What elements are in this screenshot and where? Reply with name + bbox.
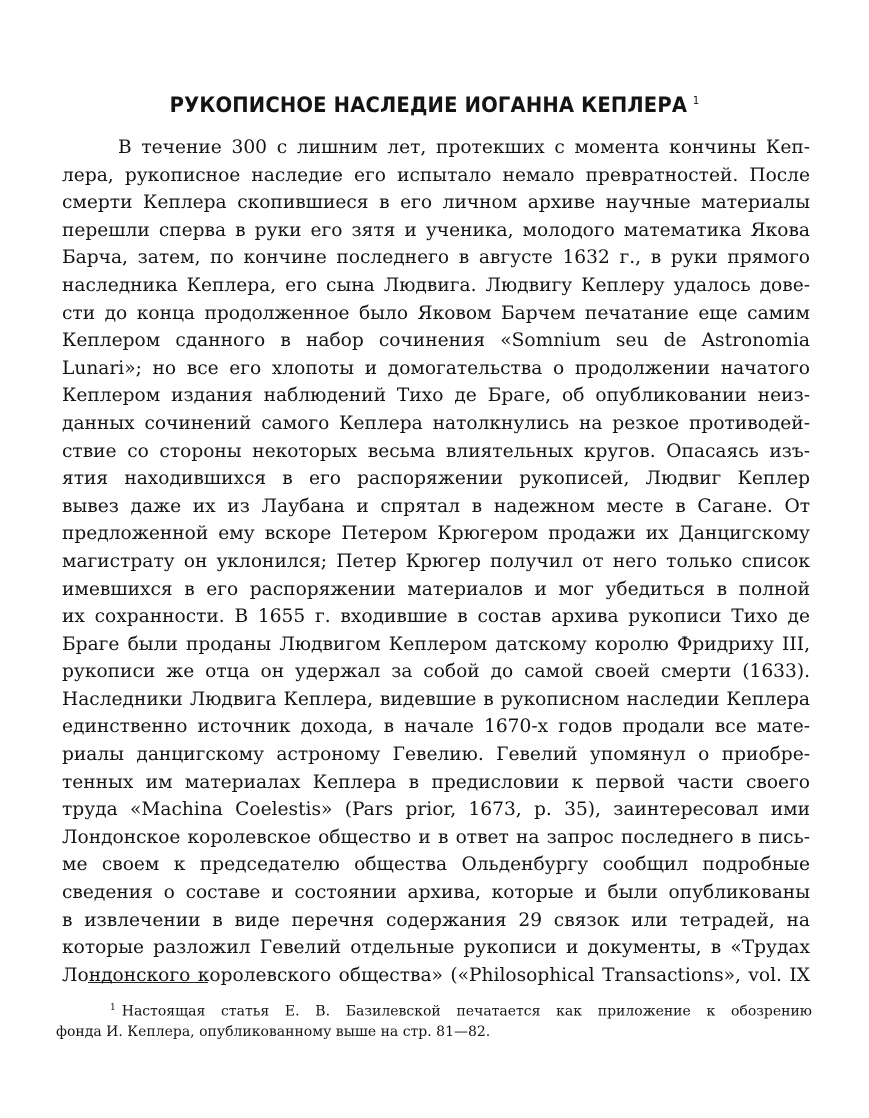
article-title-text: РУКОПИСНОЕ НАСЛЕДИЕ ИОГАННА КЕПЛЕРА [169, 93, 688, 117]
footnote-divider [88, 982, 208, 983]
body-line: Лондонское королевское общество и в ответ на запрос последнего в пись- [62, 826, 810, 848]
body-line: сведения о составе и состоянии архива, которые и были опубликованы [62, 882, 810, 904]
body-line: предложенной ему вскоре Петером Крюгером продажи их Данцигскому [62, 523, 810, 545]
body-line: Lunari»; но все его хлопоты и домогательства о продолжении начатого [62, 357, 810, 379]
footnote-marker: 1 [110, 1003, 116, 1013]
body-line: перешли сперва в руки его зятя и ученика, молодого математика Якова [62, 219, 810, 241]
body-line: рукописи же отца он удержал за собой до самой своей смерти (1633). [62, 661, 810, 683]
body-line: Лондонского королевского общества» («Philosophical Transactions», vol. IX [62, 964, 810, 986]
body-line: ствие со стороны некоторых весьма влиятельных кругов. Опасаясь изъ- [62, 440, 810, 462]
body-line: тенных им материалах Кеплера в предисловии к первой части своего [62, 771, 810, 793]
body-line: Кеплером сданного в набор сочинения «Somnium seu de Astronomia [62, 330, 810, 352]
body-line: Кеплером издания наблюдений Тихо де Браге, об опубликовании неиз- [62, 385, 810, 407]
body-line: лера, рукописное наследие его испытало немало превратностей. После [62, 164, 810, 186]
body-line: их сохранности. В 1655 г. входившие в состав архива рукописи Тихо де [62, 606, 810, 628]
article-title [30, 93, 838, 117]
body-line: смерти Кеплера скопившиеся в его личном архиве научные материалы [62, 192, 810, 214]
body-line: в извлечении в виде перечня содержания 29 связок или тетрадей, на [62, 909, 810, 931]
body-line: магистрату он уклонился; Петер Крюгер получил от него только список [62, 550, 810, 572]
body-line: наследника Кеплера, его сына Людвига. Людвигу Кеплеру удалось дове- [62, 274, 810, 296]
body-line: единственно источник дохода, в начале 1670-х годов продали все мате- [62, 716, 810, 738]
body-line: Наследники Людвига Кеплера, видевшие в рукописном наследии Кеплера [62, 688, 810, 710]
footnote-line-text: Настоящая статья Е. В. Базилевской печатается как приложение к обозрению [121, 1003, 812, 1020]
body-line: имевшихся в его распоряжении материалов и мог убедиться в полной [62, 578, 810, 600]
body-line: труда «Machina Coelestis» (Pars prior, 1673, p. 35), заинтересовал ими [62, 799, 810, 821]
body-line: Барча, затем, по кончине последнего в августе 1632 г., в руки прямого [62, 247, 810, 269]
body-line: В течение 300 с лишним лет, протекших с момента кончины Кеп- [118, 137, 810, 158]
footnote-reference: 1 [692, 94, 700, 107]
footnote-line: фонда И. Кеплера, опубликованному выше на стр. 81—82. [56, 1024, 491, 1040]
body-line: риалы данцигскому астроному Гевелию. Гевелий упомянул о приобре- [62, 744, 810, 766]
body-line: ме своем к председателю общества Ольденбургу сообщил подробные [62, 854, 810, 876]
body-line: сти до конца продолженное было Яковом Барчем печатание еще самим [62, 302, 810, 324]
body-line: Браге были проданы Людвигом Кеплером датскому королю Фридриху III, [62, 633, 810, 655]
body-line: которые разложил Гевелий отдельные рукописи и документы, в «Трудах [62, 937, 810, 959]
body-line: данных сочинений самого Кеплера натолкнулись на резкое противодей- [62, 412, 810, 434]
footnote [56, 996, 812, 1044]
body-line: вывез даже их из Лаубана и спрятал в надежном месте в Сагане. От [62, 495, 810, 517]
footnote-line [56, 996, 812, 1020]
article-body [62, 134, 810, 989]
body-line: ятия находившихся в его распоряжении рукописей, Людвиг Кеплер [62, 468, 810, 490]
